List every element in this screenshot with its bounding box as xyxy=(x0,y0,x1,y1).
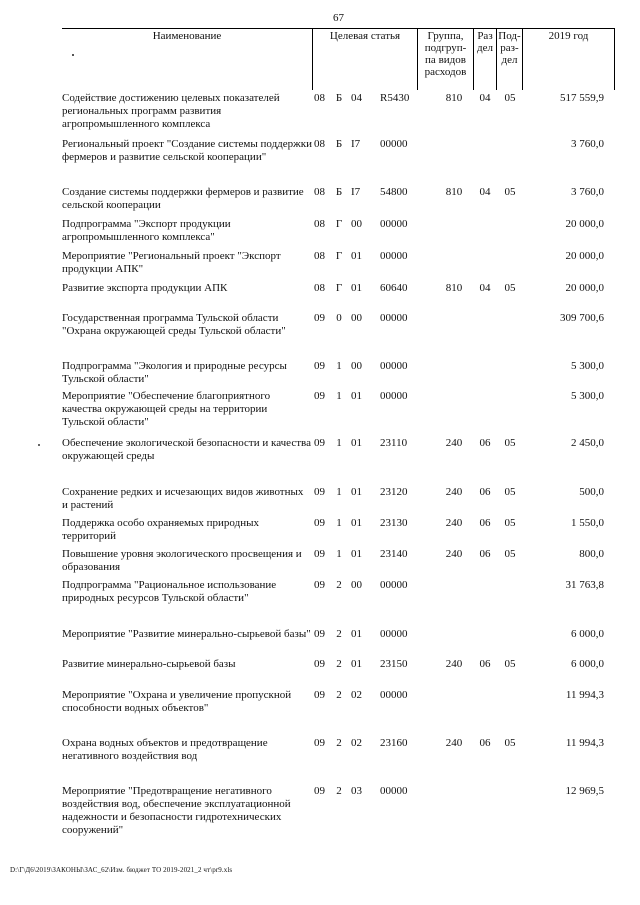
row-code-d: 00000 xyxy=(380,785,408,797)
row-code-c: 04 xyxy=(351,92,362,104)
row-name: Поддержка особо охраняемых природных территорий xyxy=(62,517,259,542)
row-code-b: 1 xyxy=(336,360,342,372)
row-razd: 06 xyxy=(479,658,491,670)
row-podrazd: 05 xyxy=(504,92,516,104)
row-sum: 6 000,0 xyxy=(571,658,604,670)
row-name: Подпрограмма "Экспорт продукции агропромышленного комплекса" xyxy=(62,218,231,243)
row-name: Обеспечение экологической безопасности и качества окружающей среды xyxy=(62,437,311,462)
row-code-a: 08 xyxy=(314,282,325,294)
header-top-border xyxy=(62,28,615,29)
row-group: 240 xyxy=(445,486,463,498)
row-code-b: 1 xyxy=(336,486,342,498)
row-code-a: 09 xyxy=(314,517,325,529)
row-razd: 06 xyxy=(479,486,491,498)
row-code-a: 09 xyxy=(314,785,325,797)
header-year: 2019 год xyxy=(548,30,589,42)
header-podrazd-line: Под- xyxy=(498,30,521,42)
row-code-c: 00 xyxy=(351,218,362,230)
row-code-a: 09 xyxy=(314,437,325,449)
row-razd: 04 xyxy=(479,282,491,294)
row-name: Мероприятие "Предотвращение негативного воздействия вод, обеспечение эксплуатационной надежности и безопасности гидротехнических сооружений" xyxy=(62,785,291,836)
row-podrazd: 05 xyxy=(504,486,516,498)
row-code-c: I7 xyxy=(351,138,361,150)
row-code-d: 23140 xyxy=(380,548,408,560)
row-razd: 06 xyxy=(479,437,491,449)
row-code-c: 02 xyxy=(351,737,362,749)
header-podrazd xyxy=(497,30,522,66)
row-name: Региональный проект "Создание системы поддержки фермеров и развитие сельской кооперации" xyxy=(62,138,312,163)
row-sum: 3 760,0 xyxy=(571,186,604,198)
header-target: Целевая статья xyxy=(329,30,401,42)
row-code-c: 01 xyxy=(351,628,362,640)
row-name: Сохранение редких и исчезающих видов животных и растений xyxy=(62,486,304,511)
row-code-c: 02 xyxy=(351,689,362,701)
row-code-d: 23150 xyxy=(380,658,408,670)
row-name: Мероприятие "Развитие минерально-сырьевой базы" xyxy=(62,628,311,640)
row-sum: 6 000,0 xyxy=(571,628,604,640)
row-group: 240 xyxy=(445,517,463,529)
row-sum: 517 559,9 xyxy=(560,92,604,104)
header-group-line: па видов xyxy=(425,54,466,66)
row-name: Мероприятие "Обеспечение благоприятного качества окружающей среды на территории Тульской области" xyxy=(62,390,271,428)
row-code-c: 01 xyxy=(351,437,362,449)
header-group-line: Группа, xyxy=(427,30,464,42)
row-podrazd: 05 xyxy=(504,282,516,294)
row-code-b: 2 xyxy=(336,785,342,797)
row-group: 240 xyxy=(445,548,463,560)
row-podrazd: 05 xyxy=(504,737,516,749)
row-code-c: 01 xyxy=(351,486,362,498)
row-code-d: 00000 xyxy=(380,218,408,230)
row-name: Развитие экспорта продукции АПК xyxy=(62,282,228,294)
row-code-c: 01 xyxy=(351,658,362,670)
row-code-d: 23130 xyxy=(380,517,408,529)
page-number: 67 xyxy=(333,12,344,24)
row-sum: 20 000,0 xyxy=(565,218,604,230)
row-name: Развитие минерально-сырьевой базы xyxy=(62,658,236,670)
row-sum: 31 763,8 xyxy=(565,579,604,591)
row-code-a: 09 xyxy=(314,689,325,701)
row-code-d: 00000 xyxy=(380,689,408,701)
row-code-a: 08 xyxy=(314,92,325,104)
row-group: 240 xyxy=(445,658,463,670)
row-sum: 11 994,3 xyxy=(565,737,604,749)
row-name: Государственная программа Тульской области "Охрана окружающей среды Тульской области" xyxy=(62,312,286,337)
row-code-c: 01 xyxy=(351,517,362,529)
row-code-d: R5430 xyxy=(380,92,410,104)
row-podrazd: 05 xyxy=(504,658,516,670)
row-code-d: 23160 xyxy=(380,737,408,749)
row-code-b: 1 xyxy=(336,548,342,560)
table-header xyxy=(62,28,615,90)
row-code-c: 01 xyxy=(351,390,362,402)
header-razd-line: Раз xyxy=(477,30,493,42)
row-code-d: 00000 xyxy=(380,360,408,372)
row-podrazd: 05 xyxy=(504,548,516,560)
header-name: Наименование xyxy=(152,30,222,42)
row-code-c: 00 xyxy=(351,579,362,591)
row-code-c: 00 xyxy=(351,360,362,372)
row-code-d: 00000 xyxy=(380,390,408,402)
row-code-b: 2 xyxy=(336,689,342,701)
row-code-a: 09 xyxy=(314,628,325,640)
scan-dot xyxy=(38,444,40,446)
row-name: Мероприятие "Региональный проект "Экспорт продукции АПК" xyxy=(62,250,281,275)
row-code-b: Г xyxy=(335,250,343,262)
row-group: 810 xyxy=(445,282,463,294)
row-code-d: 00000 xyxy=(380,579,408,591)
header-group-line: подгруп- xyxy=(424,42,467,54)
row-code-a: 08 xyxy=(314,186,325,198)
row-code-b: Б xyxy=(335,138,343,150)
row-code-d: 54800 xyxy=(380,186,408,198)
row-name: Повышение уровня экологического просвещения и образования xyxy=(62,548,302,573)
row-sum: 1 550,0 xyxy=(571,517,604,529)
row-code-d: 00000 xyxy=(380,628,408,640)
row-sum: 20 000,0 xyxy=(565,250,604,262)
row-sum: 800,0 xyxy=(579,548,604,560)
row-code-b: Б xyxy=(335,186,343,198)
file-path-footer: D:\Г\Д6\2019\ЗАКОНЫ\ЗАС_62\Изм. бюджет ТО 2019-2021_2 чт\pr9.xls xyxy=(10,866,233,874)
row-code-b: Г xyxy=(335,218,343,230)
row-code-c: I7 xyxy=(351,186,361,198)
row-code-b: 2 xyxy=(336,628,342,640)
row-razd: 06 xyxy=(479,517,491,529)
row-code-d: 60640 xyxy=(380,282,408,294)
row-sum: 309 700,6 xyxy=(560,312,604,324)
header-podrazd-line: раз- xyxy=(500,42,519,54)
row-podrazd: 05 xyxy=(504,186,516,198)
row-code-c: 01 xyxy=(351,250,362,262)
row-code-b: 1 xyxy=(336,517,342,529)
row-code-a: 09 xyxy=(314,579,325,591)
header-razd xyxy=(474,30,496,54)
row-name: Подпрограмма "Экология и природные ресурсы Тульской области" xyxy=(62,360,287,385)
row-razd: 04 xyxy=(479,92,491,104)
row-razd: 06 xyxy=(479,548,491,560)
row-code-b: Б xyxy=(335,92,343,104)
row-code-a: 09 xyxy=(314,486,325,498)
row-name: Подпрограмма "Рациональное использование природных ресурсов Тульской области" xyxy=(62,579,277,604)
row-name: Охрана водных объектов и предотвращение негативного воздействия вод xyxy=(62,737,268,762)
row-sum: 12 969,5 xyxy=(565,785,604,797)
row-group: 810 xyxy=(445,92,463,104)
row-code-a: 09 xyxy=(314,312,325,324)
row-group: 240 xyxy=(445,737,463,749)
row-code-d: 00000 xyxy=(380,312,408,324)
row-code-b: 0 xyxy=(336,312,342,324)
row-group: 240 xyxy=(445,437,463,449)
row-code-b: 1 xyxy=(336,437,342,449)
row-code-d: 00000 xyxy=(380,138,408,150)
row-code-a: 09 xyxy=(314,390,325,402)
row-sum: 5 300,0 xyxy=(571,360,604,372)
row-code-a: 08 xyxy=(314,250,325,262)
row-code-c: 01 xyxy=(351,282,362,294)
row-sum: 2 450,0 xyxy=(571,437,604,449)
row-code-b: 2 xyxy=(336,658,342,670)
row-code-b: Г xyxy=(335,282,343,294)
row-code-a: 08 xyxy=(314,218,325,230)
row-code-c: 01 xyxy=(351,548,362,560)
row-code-d: 00000 xyxy=(380,250,408,262)
row-code-b: 2 xyxy=(336,579,342,591)
header-group-line: расходов xyxy=(424,66,467,78)
row-sum: 500,0 xyxy=(579,486,604,498)
row-code-d: 23110 xyxy=(380,437,408,449)
header-podrazd-line: дел xyxy=(501,54,518,66)
row-sum: 3 760,0 xyxy=(571,138,604,150)
row-code-a: 09 xyxy=(314,548,325,560)
row-code-d: 23120 xyxy=(380,486,408,498)
row-code-b: 1 xyxy=(336,390,342,402)
row-group: 810 xyxy=(445,186,463,198)
row-code-c: 00 xyxy=(351,312,362,324)
row-razd: 04 xyxy=(479,186,491,198)
row-code-a: 08 xyxy=(314,138,325,150)
row-code-b: 2 xyxy=(336,737,342,749)
row-name: Мероприятие "Охрана и увеличение пропускной способности водных объектов" xyxy=(62,689,292,714)
row-code-c: 03 xyxy=(351,785,362,797)
row-sum: 5 300,0 xyxy=(571,390,604,402)
row-sum: 20 000,0 xyxy=(565,282,604,294)
header-divider xyxy=(614,28,615,90)
row-code-a: 09 xyxy=(314,360,325,372)
row-razd: 06 xyxy=(479,737,491,749)
row-code-a: 09 xyxy=(314,737,325,749)
header-group xyxy=(418,30,473,78)
row-name: Содействие достижению целевых показателей региональных программ развития агропромышленного комплекса xyxy=(62,92,280,130)
row-name: Создание системы поддержки фермеров и развитие сельской кооперации xyxy=(62,186,304,211)
row-podrazd: 05 xyxy=(504,437,516,449)
row-code-a: 09 xyxy=(314,658,325,670)
row-sum: 11 994,3 xyxy=(565,689,604,701)
row-podrazd: 05 xyxy=(504,517,516,529)
header-razd-line: дел xyxy=(477,42,493,54)
